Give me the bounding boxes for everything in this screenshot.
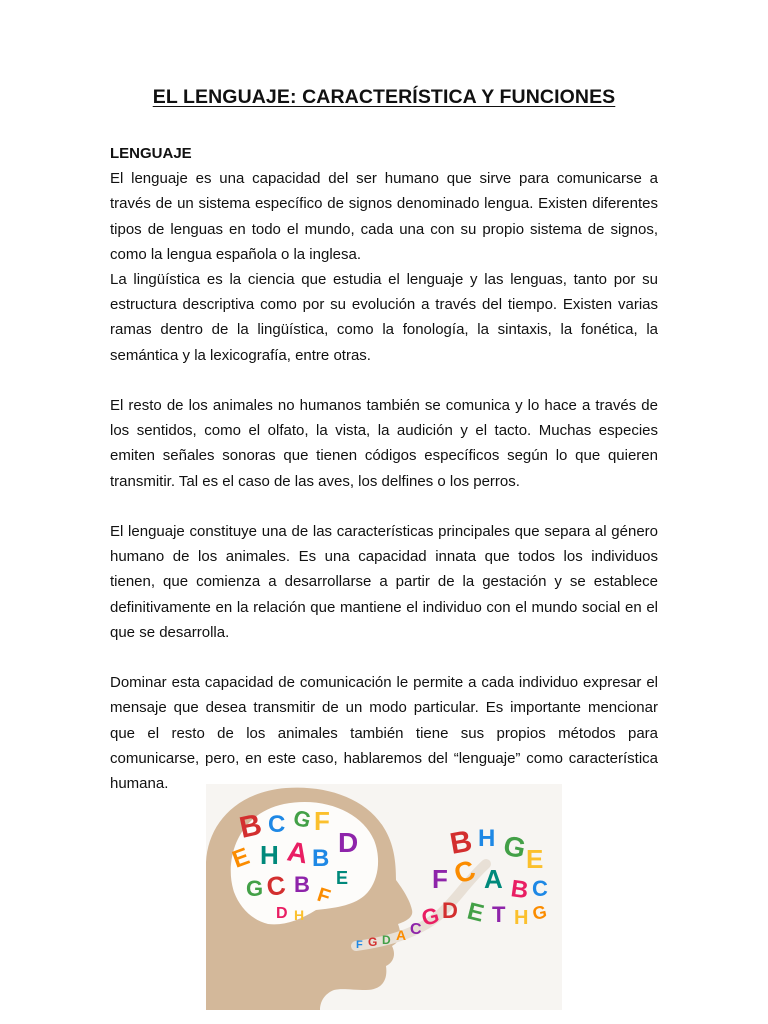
svg-text:B: B — [312, 845, 330, 872]
illustration-svg — [206, 784, 562, 1010]
svg-text:C: C — [268, 811, 286, 838]
svg-text:D: D — [338, 827, 359, 858]
speech-letters — [432, 825, 549, 929]
svg-text:H: H — [478, 825, 496, 852]
paragraph-spacer — [110, 368, 658, 393]
svg-text:E: E — [336, 868, 349, 888]
svg-text:C: C — [532, 876, 548, 901]
svg-text:C: C — [264, 869, 288, 902]
svg-text:H: H — [294, 907, 305, 923]
head-with-letters-illustration — [206, 784, 562, 1010]
svg-text:B: B — [447, 824, 475, 861]
paragraph-human-trait: El lenguaje constituye una de las características principales que separa al género humano de los animales. Es una capacidad innata que todos los individuos tienen, que comienza a desarrollarse a partir de la gestación y se establece definitivamente en la relación que mantiene el individuo con el mundo social en el que se desarrolla. — [110, 523, 658, 641]
svg-text:E: E — [228, 842, 254, 874]
paragraph-animals: El resto de los animales no humanos también se comunica y lo hace a través de los sentidos, como el olfato, la vista, la audición y el tacto. Muchas especies emiten señales sonoras que tienen códigos específicos según lo que quieren transmitir. Tal es el caso de las aves, los delfines o los perros. — [110, 397, 658, 490]
svg-text:B: B — [294, 872, 310, 897]
svg-text:B: B — [236, 808, 265, 845]
svg-text:C: C — [450, 853, 480, 890]
svg-text:D: D — [382, 933, 391, 947]
svg-text:F: F — [432, 864, 448, 894]
paragraph-communication: Dominar esta capacidad de comunicación le permite a cada individuo expresar el mensaje que desea transmitir de un modo particular. Es importante mencionar que el resto de los animales también tiene sus propios métodos para comunicarse, pero, en este caso, hablaremos del “lenguaje” como característica humana. — [110, 674, 658, 793]
document-title: EL LENGUAJE: CARACTERÍSTICA Y FUNCIONES — [152, 86, 616, 108]
svg-text:B: B — [509, 875, 531, 905]
svg-text:F: F — [314, 883, 333, 909]
svg-text:C: C — [410, 921, 422, 938]
svg-text:F: F — [356, 939, 363, 951]
svg-text:A: A — [284, 835, 311, 870]
paragraph-spacer — [110, 494, 658, 519]
svg-text:G: G — [530, 901, 549, 924]
svg-text:E: E — [464, 897, 487, 928]
svg-text:F: F — [314, 806, 330, 836]
svg-text:D: D — [442, 898, 458, 923]
document-body — [110, 141, 658, 796]
svg-text:A: A — [396, 927, 407, 943]
section-heading: LENGUAJE — [110, 145, 192, 162]
svg-text:E: E — [526, 844, 544, 874]
svg-text:H: H — [260, 840, 279, 870]
svg-text:G: G — [290, 804, 314, 834]
paragraph-definition: El lenguaje es una capacidad del ser humano que sirve para comunicarse a través de un sistema específico de signos denominado lengua. Existen diferentes tipos de lenguas en todo el mundo, cada una con su propio sistema de signos, como la lengua española o la inglesa. — [110, 170, 658, 263]
svg-text:G: G — [418, 902, 442, 931]
paragraph-spacer — [110, 645, 658, 670]
svg-text:A: A — [484, 864, 503, 894]
svg-text:G: G — [246, 876, 264, 901]
svg-text:G: G — [500, 829, 529, 865]
svg-text:G: G — [368, 935, 378, 949]
svg-text:H: H — [514, 907, 529, 929]
svg-text:T: T — [492, 902, 506, 927]
paragraph-linguistics: La lingüística es la ciencia que estudia el lenguaje y las lenguas, tanto por su estructura descriptiva como por su evolución a través del tiempo. Existen varias ramas dentro de la lingüística, como la fonología, la sintaxis, la fonética, la semántica y la lexicografía, entre otras. — [110, 271, 658, 364]
svg-text:D: D — [276, 905, 288, 922]
